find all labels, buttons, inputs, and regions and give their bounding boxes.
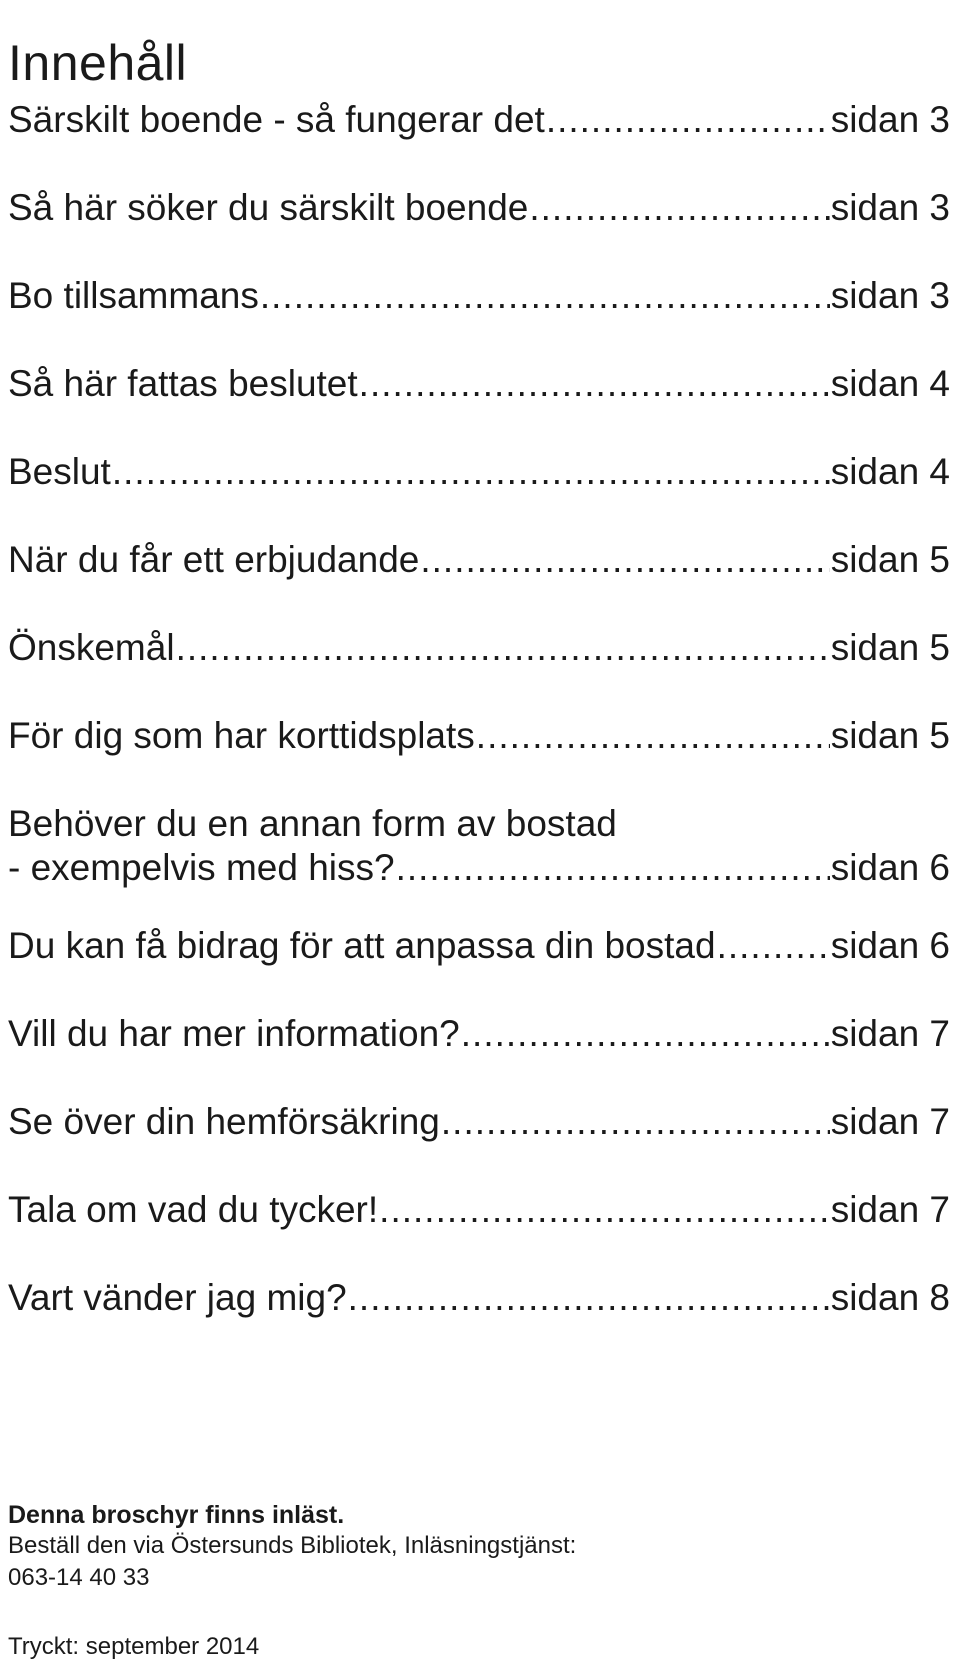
dot-leader xyxy=(461,1012,830,1056)
toc-page-number: sidan 7 xyxy=(830,1189,950,1230)
dot-leader xyxy=(260,274,830,318)
toc-entry-title: Vart vänder jag mig? xyxy=(8,1277,347,1318)
toc-entry xyxy=(8,186,950,230)
toc-entry-title: Särskilt boende - så fungerar det xyxy=(8,99,545,140)
toc-entry xyxy=(8,450,950,494)
toc-page-number: sidan 6 xyxy=(830,925,950,966)
toc-page-number: sidan 4 xyxy=(830,363,950,404)
dot-leader xyxy=(348,1276,830,1320)
toc-line xyxy=(8,1100,950,1144)
dot-leader xyxy=(396,846,830,890)
toc-entry-title: Bo tillsammans xyxy=(8,275,259,316)
toc-page-number: sidan 4 xyxy=(830,451,950,492)
dot-leader xyxy=(379,1188,830,1232)
toc-entry-title: För dig som har korttidsplats xyxy=(8,715,475,756)
toc-entry xyxy=(8,802,950,890)
dot-leader xyxy=(529,186,829,230)
toc-line xyxy=(8,362,950,406)
toc-line xyxy=(8,538,950,582)
toc-entry xyxy=(8,1276,950,1320)
toc-line xyxy=(8,924,950,968)
toc-page-number: sidan 8 xyxy=(830,1277,950,1318)
toc-entry xyxy=(8,1012,950,1056)
dot-leader xyxy=(476,714,830,758)
toc-entry-title: Beslut xyxy=(8,451,111,492)
note-heading: Denna broschyr finns inläst. xyxy=(8,1501,345,1529)
toc-entry-title: Så här söker du särskilt boende xyxy=(8,187,529,228)
toc-line xyxy=(8,846,950,890)
toc-line xyxy=(8,1012,950,1056)
dot-leader xyxy=(176,626,830,670)
toc-page-number: sidan 5 xyxy=(830,715,950,756)
audio-version-note xyxy=(8,1500,908,1594)
toc-page-number: sidan 3 xyxy=(830,275,950,316)
toc-page-number: sidan 3 xyxy=(830,99,950,140)
toc-entry-title: Behöver du en annan form av bostad xyxy=(8,803,617,844)
toc-page-number: sidan 6 xyxy=(830,847,950,888)
dot-leader xyxy=(112,450,830,494)
page-title: Innehåll xyxy=(8,34,188,91)
dot-leader xyxy=(546,98,830,142)
toc-line xyxy=(8,802,950,846)
toc-entry-title: - exempelvis med hiss? xyxy=(8,847,395,888)
toc-entry-title: När du får ett erbjudande xyxy=(8,539,420,580)
dot-leader xyxy=(359,362,830,406)
print-date: Tryckt: september 2014 xyxy=(8,1633,260,1660)
toc-page-number: sidan 3 xyxy=(830,187,950,228)
dot-leader xyxy=(420,538,829,582)
toc-entry xyxy=(8,924,950,968)
toc-line xyxy=(8,274,950,318)
toc-line xyxy=(8,1276,950,1320)
toc-line xyxy=(8,714,950,758)
toc-line xyxy=(8,1188,950,1232)
toc-entry xyxy=(8,1188,950,1232)
dot-leader xyxy=(717,924,830,968)
note-order-info: Beställ den via Östersunds Bibliotek, Inläsningstjänst: xyxy=(8,1532,577,1559)
toc-line xyxy=(8,450,950,494)
toc-entry-title: Du kan få bidrag för att anpassa din bostad xyxy=(8,925,716,966)
toc-page-number: sidan 7 xyxy=(830,1013,950,1054)
toc-entry xyxy=(8,362,950,406)
toc-entry-title: Önskemål xyxy=(8,627,175,668)
toc-line xyxy=(8,186,950,230)
toc-entry xyxy=(8,274,950,318)
note-phone-number: 063-14 40 33 xyxy=(8,1564,150,1591)
toc-page-number: sidan 5 xyxy=(830,539,950,580)
toc-entry xyxy=(8,714,950,758)
toc-page-number: sidan 7 xyxy=(830,1101,950,1142)
toc-entry xyxy=(8,98,950,142)
toc-entry-title: Tala om vad du tycker! xyxy=(8,1189,379,1230)
toc-line xyxy=(8,626,950,670)
toc-entry xyxy=(8,538,950,582)
toc-entry xyxy=(8,1100,950,1144)
toc-page-number: sidan 5 xyxy=(830,627,950,668)
toc-line xyxy=(8,98,950,142)
toc-entry-title: Så här fattas beslutet xyxy=(8,363,358,404)
toc-entry-title: Vill du har mer information? xyxy=(8,1013,460,1054)
dot-leader xyxy=(441,1100,830,1144)
toc-entry xyxy=(8,626,950,670)
toc-entry-title: Se över din hemförsäkring xyxy=(8,1101,440,1142)
